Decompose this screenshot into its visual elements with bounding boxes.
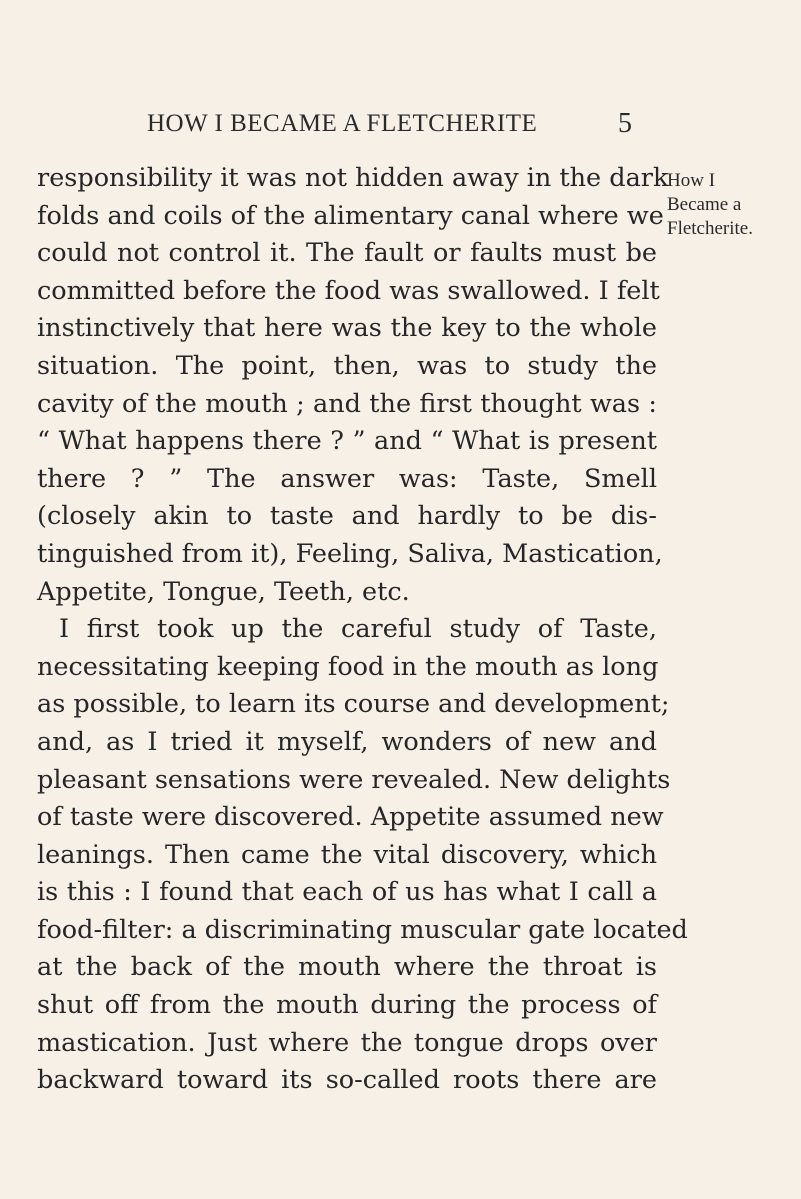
text-line: tinguished from it), Feeling, Saliva, Mastication, [37, 538, 663, 569]
page-number: 5 [618, 108, 632, 139]
text-line: as possible, to learn its course and development; [37, 689, 670, 720]
text-line: (closely akin to taste and hardly to be dis- [37, 501, 657, 532]
text-line: food-filter: a discriminating muscular gate located [37, 914, 688, 945]
text-line: situation. The point, then, was to study the [37, 350, 657, 381]
text-line: of taste were discovered. Appetite assumed new [37, 802, 664, 833]
text-line: I first took up the careful study of Taste, [59, 614, 657, 645]
text-line: could not control it. The fault or faults must be [37, 238, 657, 269]
text-line: backward toward its so-called roots there are [37, 1065, 657, 1096]
text-line: cavity of the mouth ; and the first thought was : [37, 388, 657, 419]
text-line: there ? ” The answer was: Taste, Smell [37, 463, 657, 494]
running-head: HOW I BECAME A FLETCHERITE [147, 110, 538, 137]
text-line: and, as I tried it myself, wonders of new and [37, 726, 657, 757]
text-line: at the back of the mouth where the throat is [37, 952, 657, 983]
text-line: leanings. Then came the vital discovery, which [37, 839, 657, 870]
text-line: shut off from the mouth during the process of [37, 990, 657, 1021]
text-line: instinctively that here was the key to the whole [37, 313, 657, 344]
text-line: responsibility it was not hidden away in the dark [37, 163, 669, 193]
text-line: folds and coils of the alimentary canal where we [37, 200, 664, 231]
text-line: committed before the food was swallowed. I felt [37, 275, 660, 306]
margin-note-line: Became a [667, 194, 742, 215]
text-line: is this : I found that each of us has what I call a [37, 877, 657, 908]
text-line: “ What happens there ? ” and “ What is present [37, 426, 657, 457]
margin-note-line: Fletcherite. [667, 218, 753, 239]
text-line: pleasant sensations were revealed. New delights [37, 764, 671, 795]
body-text [37, 160, 688, 1100]
margin-note [667, 169, 799, 241]
text-line: necessitating keeping food in the mouth as long [37, 651, 659, 682]
text-line: mastication. Just where the tongue drops over [37, 1027, 657, 1058]
margin-note-line: How I [667, 170, 716, 191]
text-line: Appetite, Tongue, Teeth, etc. [37, 576, 410, 607]
